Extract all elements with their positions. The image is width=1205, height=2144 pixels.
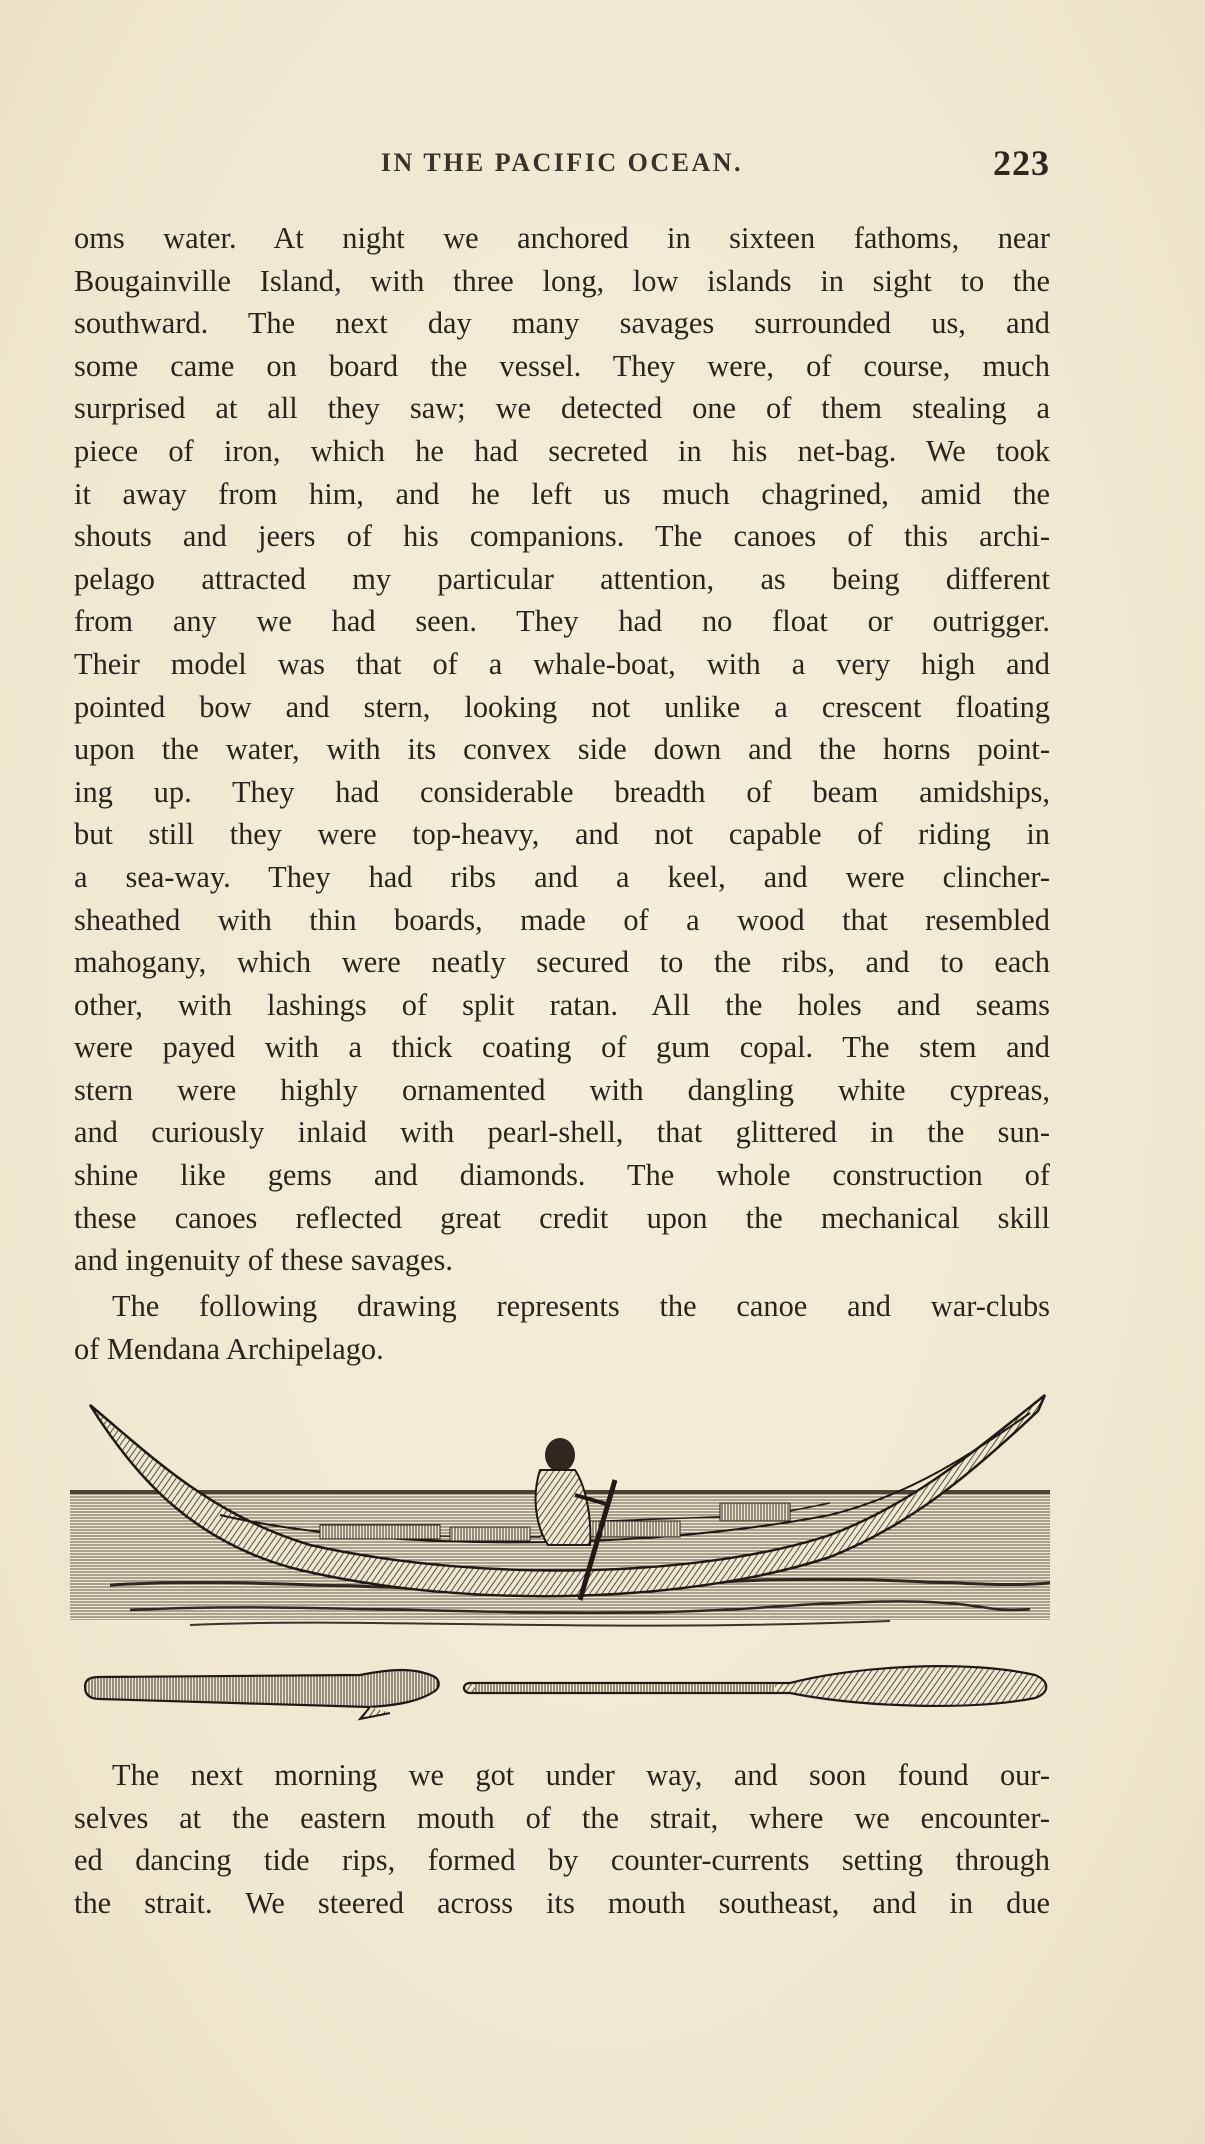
text-line: selves at the eastern mouth of the strait, where we encounter- — [74, 1800, 1050, 1835]
paragraph-next-morning — [74, 1754, 1050, 1924]
text-line: some came on board the vessel. They were, of course, much — [74, 348, 1050, 383]
text-line: Their model was that of a whale-boat, with a very high and — [74, 646, 1050, 681]
text-line: and curiously inlaid with pearl-shell, that glittered in the sun- — [74, 1115, 1050, 1150]
page-number: 223 — [993, 143, 1050, 183]
text-line: these canoes reflected great credit upon the mechanical skill — [74, 1200, 1050, 1235]
text-line: it away from him, and he left us much chagrined, amid the — [74, 476, 1050, 511]
text-line: stern were highly ornamented with dangling white cypreas, — [74, 1072, 1050, 1107]
text-line: mahogany, which were neatly secured to the ribs, and to each — [74, 945, 1050, 980]
text-line: Bougainville Island, with three long, low islands in sight to the — [74, 263, 1050, 298]
text-line: upon the water, with its convex side down and the horns point- — [74, 732, 1050, 767]
text-line: ed dancing tide rips, formed by counter-currents setting through — [74, 1843, 1050, 1878]
text-line: but still they were top-heavy, and not capable of riding in — [74, 817, 1050, 852]
text-line: pointed bow and stern, looking not unlike a crescent floating — [74, 689, 1050, 724]
war-club-right — [464, 1666, 1046, 1706]
text-line: pelago attracted my particular attention, as being different — [74, 561, 1050, 596]
text-line: and ingenuity of these savages. — [74, 1243, 453, 1278]
paragraph-figure-intro — [74, 1285, 1050, 1370]
running-head — [74, 142, 1050, 182]
running-title: IN THE PACIFIC OCEAN. — [380, 148, 744, 177]
text-line: other, with lashings of split ratan. All the holes and seams — [74, 987, 1050, 1022]
text-line: were payed with a thick coating of gum copal. The stem and — [74, 1030, 1050, 1065]
text-line: The following drawing represents the canoe and war-clubs — [112, 1289, 1050, 1323]
text-line: The next morning we got under way, and soon found our- — [112, 1758, 1050, 1792]
text-line: shine like gems and diamonds. The whole construction of — [74, 1158, 1050, 1193]
text-line: sheathed with thin boards, made of a wood that resembled — [74, 902, 1050, 937]
war-club-left — [85, 1670, 439, 1719]
text-line: piece of iron, which he had secreted in his net-bag. We took — [74, 433, 1050, 468]
text-line: surprised at all they saw; we detected one of them stealing a — [74, 391, 1050, 426]
text-line: from any we had seen. They had no float or outrigger. — [74, 604, 1050, 639]
text-line: the strait. We steered across its mouth southeast, and in due — [74, 1885, 1050, 1920]
paragraph-canoe-description — [74, 217, 1050, 1282]
text-line: southward. The next day many savages surrounded us, and — [74, 306, 1050, 341]
text-line: oms water. At night we anchored in sixteen fathoms, near — [74, 221, 1050, 255]
text-line: ing up. They had considerable breadth of beam amidships, — [74, 774, 1050, 809]
text-line: a sea-way. They had ribs and a keel, and were clincher- — [74, 859, 1050, 894]
text-line: shouts and jeers of his companions. The canoes of this archi- — [74, 519, 1050, 554]
text-line: of Mendana Archipelago. — [74, 1331, 384, 1366]
canoe-engraving — [70, 1385, 1060, 1745]
